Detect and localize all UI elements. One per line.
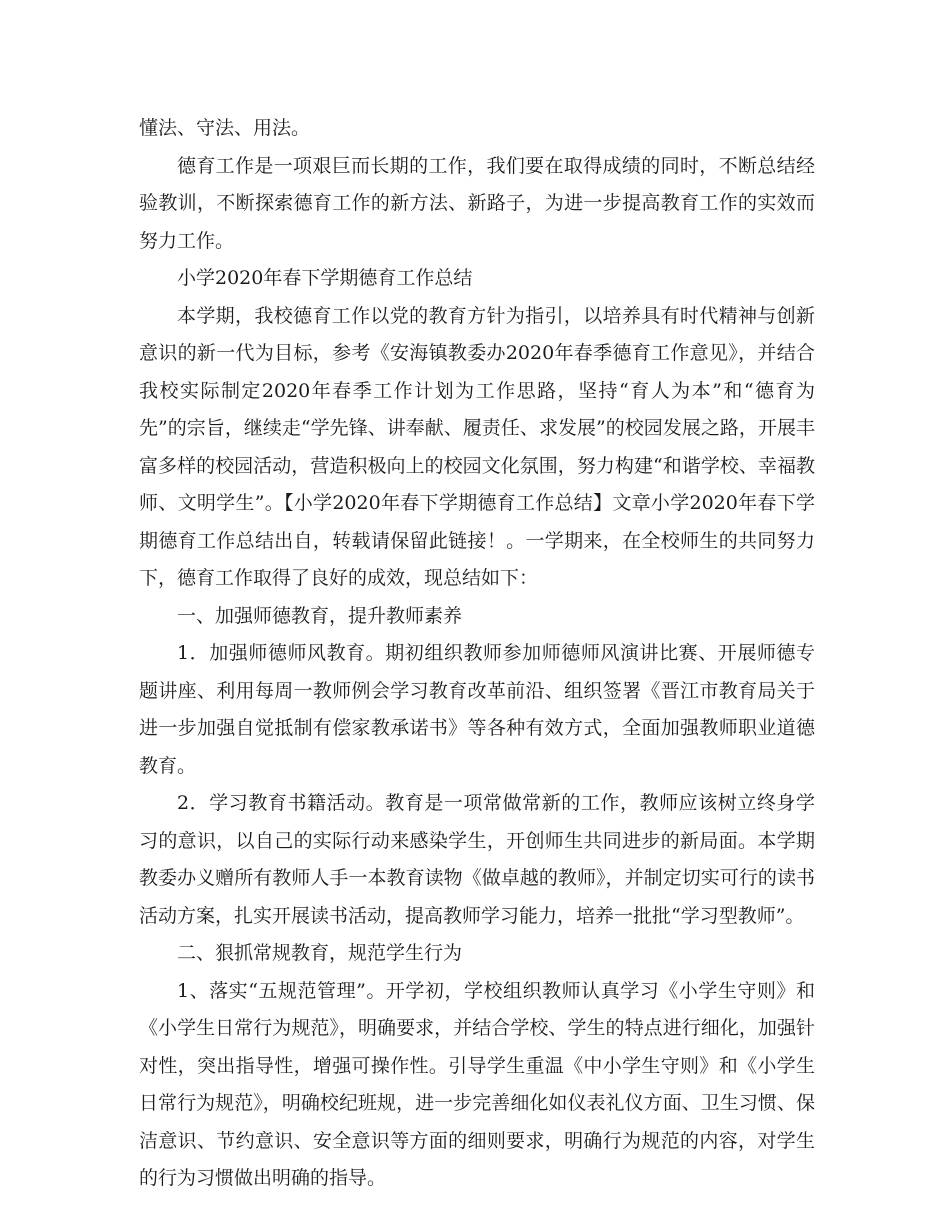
section-title: 小学2020年春下学期德育工作总结 [177, 267, 473, 289]
paragraph-item-2: 2．学习教育书籍活动。教育是一项常做常新的工作，教师应该树立终身学习的意识，以自己的实际行动来感染学生，开创师生共同进步的新局面。本学期教委办义赠所有教师人手一本教育读物《做卓越的教师》，并制定切实可行的读书活动方案，扎实开展读书活动，提高教师学习能力，培养一批批“学习型教师”。 [139, 792, 815, 927]
paragraph-item-1: 1．加强师德师风教育。期初组织教师参加师德师风演讲比赛、开展师德专题讲座、利用每周一教师例会学习教育改革前沿、组织签署《晋江市教育局关于进一步加强自觉抵制有偿家教承诺书》等各种有效方式，全面加强教师职业道德教育。 [139, 642, 815, 777]
paragraph-five-norms: 1、落实“五规范管理”。开学初，学校组织教师认真学习《小学生守则》和《小学生日常行为规范》，明确要求，并结合学校、学生的特点进行细化，加强针对性，突出指导性，增强可操作性。引导学生重温《中小学生守则》和《小学生日常行为规范》，明确校纪班规，进一步完善细化如仪表礼仪方面、卫生习惯、保洁意识、节约意识、安全意识等方面的细则要求，明确行为规范的内容，对学生的行为习惯做出明确的指导。 [139, 979, 815, 1189]
heading-teacher-ethics: 一、加强师德教育，提升教师素养 [177, 604, 463, 627]
heading-routine-education: 二、狠抓常规教育，规范学生行为 [177, 942, 463, 964]
paragraph-continuation: 懂法、守法、用法。 [139, 117, 311, 139]
paragraph-intro: 本学期，我校德育工作以党的教育方针为指引，以培养具有时代精神与创新意识的新一代为目标，参考《安海镇教委办2020年春季德育工作意见》，并结合我校实际制定2020年春季工作计划为工作思路，坚持“育人为本”和“德育为先”的宗旨，继续走“学先锋、讲奉献、履责任、求发展”的校园发展之路，开展丰富多样的校园活动，营造积极向上的校园文化氛围，努力构建“和谐学校、幸福教师、文明学生”。【小学2020年春下学期德育工作总结】文章小学2020年春下学期德育工作总结出自，转载请保留此链接！。一学期来，在全校师生的共同努力下，德育工作取得了良好的成效，现总结如下： [139, 304, 815, 589]
paragraph-conclusion: 德育工作是一项艰巨而长期的工作，我们要在取得成绩的同时，不断总结经验教训，不断探索德育工作的新方法、新路子，为进一步提高教育工作的实效而努力工作。 [139, 154, 815, 252]
document-body [139, 110, 815, 1198]
